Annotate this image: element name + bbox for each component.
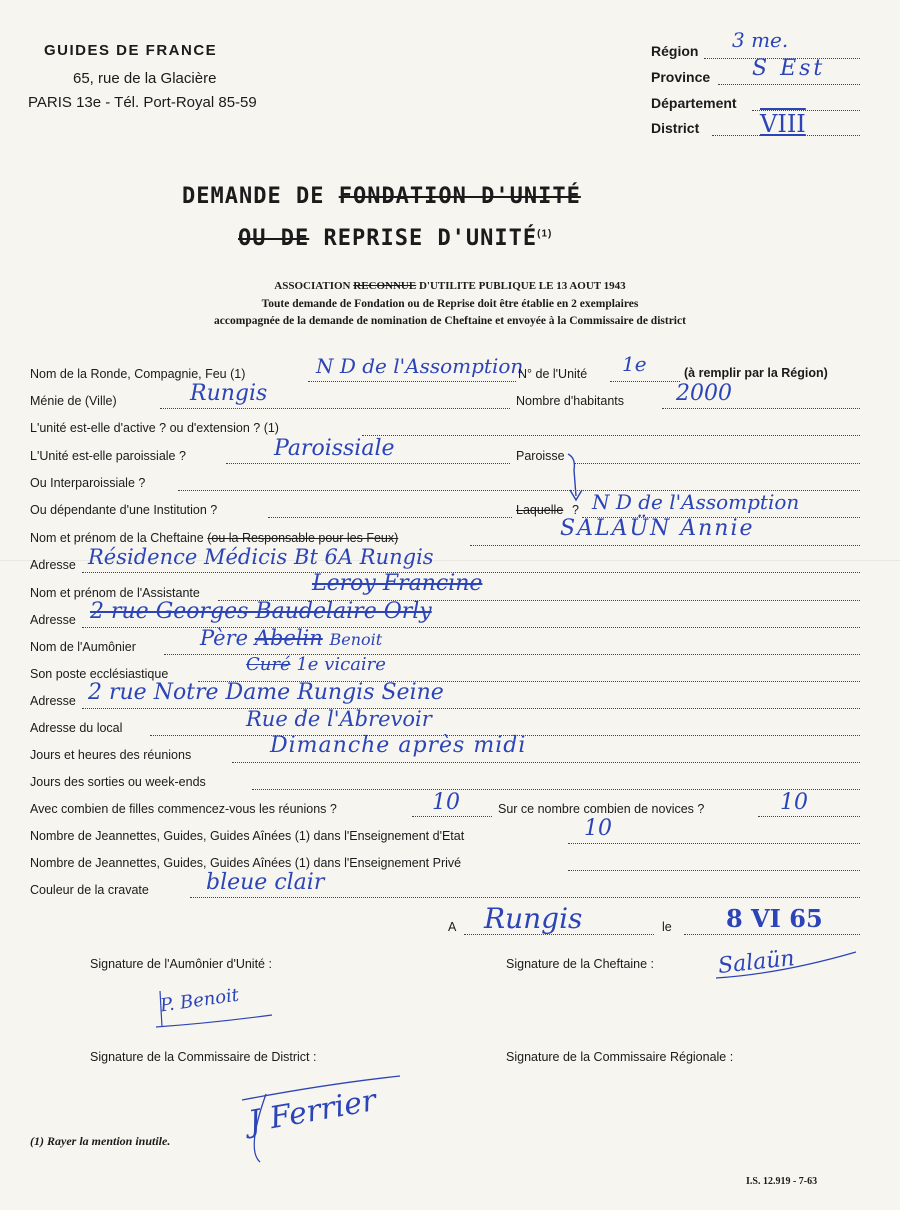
cheftaine-label-struck: (ou la Responsable pour les Feux) <box>207 531 399 545</box>
adresse1-value: Résidence Médicis Bt 6A Rungis <box>88 545 434 569</box>
adresse3-line <box>82 708 860 709</box>
adresse1-label: Adresse <box>30 558 76 572</box>
no-unite-value: 1e <box>622 352 647 376</box>
title-ou-de-struck: OU DE <box>238 226 310 251</box>
active-line <box>362 435 860 436</box>
title-line-1 <box>182 184 581 209</box>
paroissiale-label: L'Unité est-elle paroissiale ? <box>30 449 186 463</box>
province-label: Province <box>651 69 711 85</box>
no-unite-note: (à remplir par la Région) <box>684 366 828 380</box>
sorties-line <box>252 789 860 790</box>
place-value: Rungis <box>484 902 583 935</box>
institution-label: Ou dépendante d'une Institution ? <box>30 503 218 517</box>
reunions-label: Jours et heures des réunions <box>30 748 192 762</box>
aumonier-pere: Père <box>200 626 249 650</box>
no-unite-line <box>610 381 680 382</box>
habitants-value: 2000 <box>676 381 732 406</box>
etat-value: 10 <box>584 816 612 841</box>
cheftaine-label-text: Nom et prénom de la Cheftaine <box>30 531 204 545</box>
date-le-label: le <box>662 920 672 934</box>
aumonier-benoit: Benoit <box>329 630 383 649</box>
date-value: 8 VI 65 <box>726 904 823 933</box>
org-name: GUIDES DE FRANCE <box>44 42 218 59</box>
menie-value: Rungis <box>190 381 268 406</box>
cheftaine-label <box>30 531 398 545</box>
habitants-label: Nombre d'habitants <box>516 394 625 408</box>
cheftaine-value: SALAÜN Annie <box>560 516 755 541</box>
ronde-line <box>308 381 516 382</box>
subtitle-line-1 <box>0 280 900 292</box>
subtitle-utilite: D'UTILITE PUBLIQUE LE 13 AOUT 1943 <box>416 280 626 292</box>
poste-label: Son poste ecclésiastique <box>30 667 169 681</box>
subtitle-reconnue-struck: RECONNUE <box>353 280 417 292</box>
habitants-line <box>662 408 860 409</box>
province-value: S Est <box>752 56 826 81</box>
sig-aumonier-label: Signature de l'Aumônier d'Unité : <box>90 957 272 971</box>
subtitle-line-2: Toute demande de Fondation ou de Reprise doit être établie en 2 exemplaires <box>261 298 639 310</box>
paroisse-label: Paroisse <box>516 449 565 463</box>
sig-commissaire-flourish <box>236 1070 406 1170</box>
filles-value: 10 <box>432 790 460 815</box>
title-fondation-struck: FONDATION D'UNITÉ <box>338 184 581 209</box>
date-line <box>684 934 860 935</box>
title-footnote-ref: (1) <box>537 228 553 240</box>
sig-cheftaine: Salaün <box>716 946 796 979</box>
sig-cheftaine-flourish <box>710 948 860 984</box>
no-unite-label: N° de l'Unité <box>518 367 588 381</box>
title-line-2 <box>238 226 552 251</box>
cheftaine-line <box>470 545 860 546</box>
menie-label: Ménie de (Ville) <box>30 394 117 408</box>
etat-label: Nombre de Jeannettes, Guides, Guides Aînées (1) dans l'Enseignement d'Etat <box>30 829 465 843</box>
cravate-label: Couleur de la cravate <box>30 883 149 897</box>
reunions-value: Dimanche après midi <box>270 733 527 758</box>
sig-aumonier-stroke <box>152 985 282 1035</box>
adresse3-label: Adresse <box>30 694 76 708</box>
novices-value: 10 <box>780 790 808 815</box>
laquelle-value: N D de l'Assomption <box>592 490 800 514</box>
ronde-value: N D de l'Assomption <box>316 354 524 378</box>
cravate-value: bleue clair <box>206 870 325 895</box>
footer-ref: I.S. 12.919 - 7-63 <box>746 1176 818 1187</box>
paroissiale-value: Paroissiale <box>274 436 395 461</box>
sig-commissaire-district: J Ferrier <box>245 1083 379 1140</box>
sig-aumonier: P. Benoit <box>158 984 241 1017</box>
local-value: Rue de l'Abrevoir <box>246 707 432 731</box>
adresse2-line <box>82 627 860 628</box>
institution-line <box>268 517 512 518</box>
org-address-1: 65, rue de la Glacière <box>73 70 217 87</box>
prive-label: Nombre de Jeannettes, Guides, Guides Aînées (1) dans l'Enseignement Privé <box>30 856 462 870</box>
poste-cure-struck: Curé <box>246 654 291 675</box>
sig-commissaire-district-label: Signature de la Commissaire de District : <box>90 1050 317 1064</box>
local-label: Adresse du local <box>30 721 123 735</box>
footer-note: (1) Rayer la mention inutile. <box>30 1134 171 1148</box>
adresse3-value: 2 rue Notre Dame Rungis Seine <box>88 680 444 705</box>
filles-label: Avec combien de filles commencez-vous les réunions ? <box>30 802 337 816</box>
departement-label: Département <box>651 95 737 111</box>
title-demande: DEMANDE DE <box>182 184 339 209</box>
interparoissiale-label: Ou Interparoissiale ? <box>30 476 146 490</box>
sorties-label: Jours des sorties ou week-ends <box>30 775 206 789</box>
ronde-label: Nom de la Ronde, Compagnie, Feu (1) <box>30 367 246 381</box>
province-line <box>718 84 860 85</box>
novices-line <box>758 816 860 817</box>
title-reprise: REPRISE D'UNITÉ <box>309 226 538 251</box>
etat-line <box>568 843 860 844</box>
poste-value <box>246 654 386 675</box>
sig-commissaire-regionale-label: Signature de la Commissaire Régionale : <box>506 1050 734 1064</box>
poste-vicaire: 1e vicaire <box>296 654 386 675</box>
aumonier-struck: Abelin <box>254 626 323 650</box>
menie-line <box>160 408 510 409</box>
paroissiale-line <box>226 463 510 464</box>
novices-label: Sur ce nombre combien de novices ? <box>498 802 705 816</box>
region-label: Région <box>651 43 699 59</box>
district-label: District <box>651 120 700 136</box>
cravate-line <box>190 897 860 898</box>
active-label: L'unité est-elle d'active ? ou d'extension ? (1) <box>30 421 279 435</box>
org-address-2: PARIS 13e - Tél. Port-Royal 85-59 <box>28 94 257 111</box>
adresse2-value: 2 rue Georges Baudelaire Orly <box>90 599 432 624</box>
assistante-value: Leroy Francine <box>312 571 483 596</box>
region-value: 3 me. <box>732 28 789 52</box>
place-a-label: A <box>448 920 457 934</box>
laquelle-qmark: ? <box>572 503 579 517</box>
sig-cheftaine-label: Signature de la Cheftaine : <box>506 957 655 971</box>
aumonier-value <box>200 626 382 650</box>
paroisse-line <box>574 463 860 464</box>
adresse2-label: Adresse <box>30 613 76 627</box>
filles-line <box>412 816 492 817</box>
aumonier-label: Nom de l'Aumônier <box>30 640 136 654</box>
prive-line <box>568 870 860 871</box>
district-value: VIII <box>760 110 806 138</box>
laquelle-label: Laquelle <box>516 503 564 517</box>
assistante-label: Nom et prénom de l'Assistante <box>30 586 200 600</box>
subtitle-line-3: accompagnée de la demande de nomination de Cheftaine et envoyée à la Commissaire de district <box>214 315 686 327</box>
reunions-line <box>232 762 860 763</box>
subtitle-association: ASSOCIATION <box>274 280 354 292</box>
